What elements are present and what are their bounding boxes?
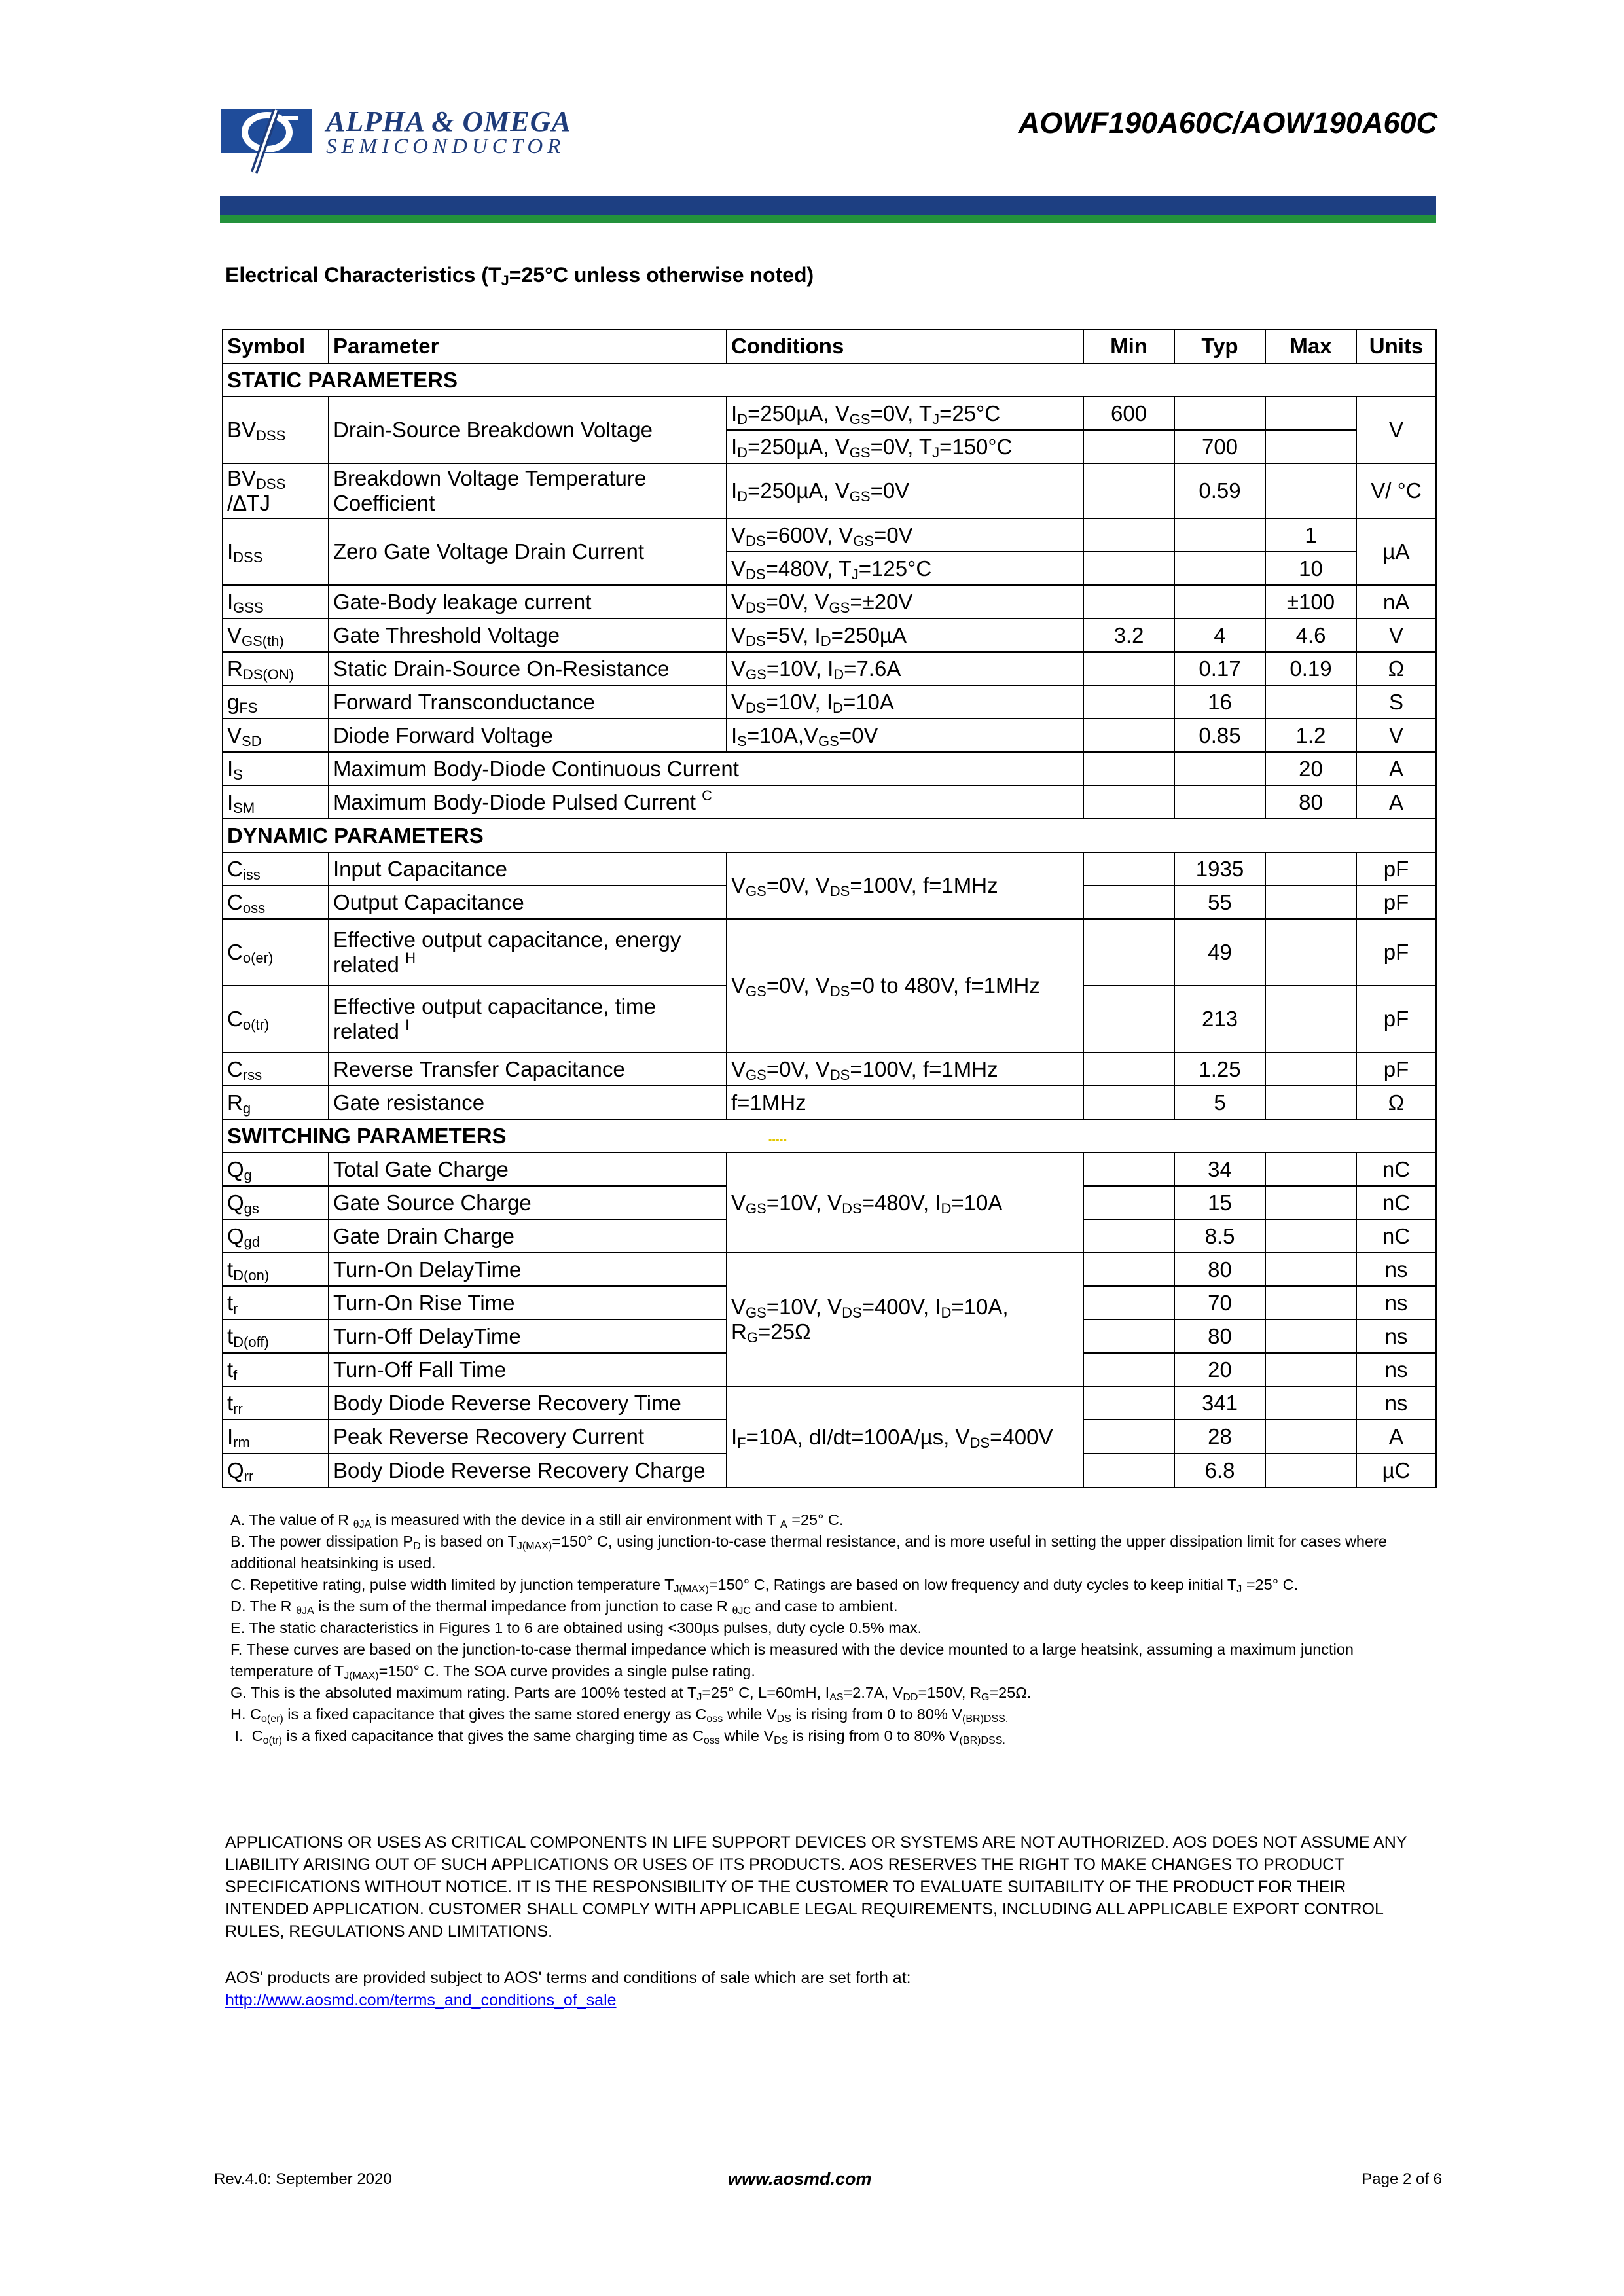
- typ-cell: 213: [1174, 986, 1265, 1052]
- symbol-cell: $Q_{gd}$: [223, 1219, 329, 1253]
- footnote-i: I. $C_{o(tr)}$ is a fixed capacitance that gives the same charging time as $C_{oss}$ while $V_{DS}$ is rising from 0 to 80% $V_{(BR)DSS.}$: [230, 1727, 1005, 1746]
- condition-cell: $I_F=10A$, dI/dt=100A/µs, $V_{DS}=400V$: [727, 1386, 1083, 1488]
- typ-cell: 0.17: [1174, 652, 1265, 685]
- units-cell: pF: [1356, 1052, 1436, 1086]
- typ-cell: 20: [1174, 1353, 1265, 1386]
- table-row: [223, 619, 1436, 652]
- units-cell: ns: [1356, 1286, 1436, 1319]
- symbol-cell: $BV_{DSS}$ /∆TJ: [223, 463, 329, 518]
- units-cell: V: [1356, 719, 1436, 752]
- max-cell: [1265, 1286, 1356, 1319]
- max-cell: [1265, 1086, 1356, 1119]
- units-cell: nC: [1356, 1219, 1436, 1253]
- condition-cell: f=1MHz: [727, 1086, 1083, 1119]
- header-bar-green: [220, 215, 1436, 223]
- parameter-cell: Body Diode Reverse Recovery Time: [329, 1386, 727, 1420]
- footnote-ref: C: [702, 787, 712, 804]
- units-cell: ns: [1356, 1353, 1436, 1386]
- logo-emblem-icon: [220, 105, 318, 177]
- units-cell: ns: [1356, 1386, 1436, 1420]
- parameter-cell: Gate Drain Charge: [329, 1219, 727, 1253]
- min-cell: [1083, 585, 1174, 619]
- max-cell: 1: [1265, 518, 1356, 552]
- table-row: [223, 752, 1436, 785]
- typ-cell: [1174, 752, 1265, 785]
- typ-cell: 341: [1174, 1386, 1265, 1420]
- terms-block: [225, 1967, 1403, 2011]
- switching-parameters-heading: [223, 1119, 1436, 1153]
- units-cell: Ω: [1356, 652, 1436, 685]
- units-cell: pF: [1356, 852, 1436, 886]
- footnote-a: A. The value of R $_{\theta JA}$ is measured with the device in a still air environment with T $_A$ =25° C.: [230, 1511, 844, 1530]
- condition-cell: $I_S=10A,V_{GS}=0V$: [727, 719, 1083, 752]
- logo-text-bottom: SEMICONDUCTOR: [326, 135, 566, 158]
- max-cell: [1265, 919, 1356, 986]
- symbol-cell: $C_{rss}$: [223, 1052, 329, 1086]
- units-cell: V: [1356, 397, 1436, 463]
- symbol-cell: $I_{rm}$: [223, 1420, 329, 1454]
- dynamic-parameters-heading: DYNAMIC PARAMETERS: [223, 819, 1436, 852]
- parameter-cell: Static Drain-Source On-Resistance: [329, 652, 727, 685]
- stamp-mark: ▪▪▪▪▪: [768, 1134, 787, 1146]
- typ-cell: 0.85: [1174, 719, 1265, 752]
- symbol-cell: $C_{iss}$: [223, 852, 329, 886]
- typ-cell: 1935: [1174, 852, 1265, 886]
- footnote-ref: I: [405, 1016, 410, 1033]
- parameter-cell: [329, 986, 727, 1052]
- parameter-cell: Forward Transconductance: [329, 685, 727, 719]
- parameter-cell: Turn-On DelayTime: [329, 1253, 727, 1286]
- typ-cell: [1174, 552, 1265, 585]
- table-row: [223, 685, 1436, 719]
- table-row: [223, 585, 1436, 619]
- typ-cell: 1.25: [1174, 1052, 1265, 1086]
- min-cell: [1083, 1420, 1174, 1454]
- parameter-text: related: [333, 952, 399, 977]
- parameter-cell: Turn-On Rise Time: [329, 1286, 727, 1319]
- units-cell: Ω: [1356, 1086, 1436, 1119]
- logo-text-top: ALPHA & OMEGA: [326, 105, 571, 137]
- min-cell: [1083, 919, 1174, 986]
- symbol-cell: $R_{DS(ON)}$: [223, 652, 329, 685]
- min-cell: [1083, 1353, 1174, 1386]
- symbol-cell: $Q_{gs}$: [223, 1186, 329, 1219]
- parameter-cell: Maximum Body-Diode Continuous Current: [329, 752, 1083, 785]
- section-row: [223, 819, 1436, 852]
- units-cell: µA: [1356, 518, 1436, 585]
- parameter-cell: Gate resistance: [329, 1086, 727, 1119]
- max-cell: [1265, 1219, 1356, 1253]
- min-cell: [1083, 518, 1174, 552]
- footnote-b: B. The power dissipation $P_D$ is based on $T_{J(MAX)}=150^\circ$ C, using junction-to-case thermal resistance, and is more useful in setting the upper dissipation limit for cases where additional heatsinking is used.: [230, 1533, 1387, 1571]
- max-cell: [1265, 1386, 1356, 1420]
- condition-cell: $V_{DS}=480V$, $T_J=125^\circ C$: [727, 552, 1083, 585]
- max-cell: 10: [1265, 552, 1356, 585]
- parameter-cell: Breakdown Voltage Temperature Coefficient: [329, 463, 727, 518]
- max-cell: [1265, 886, 1356, 919]
- min-cell: [1083, 1052, 1174, 1086]
- condition-cell: $V_{DS}=0V$, $V_{GS}=\pm 20V$: [727, 585, 1083, 619]
- header-typ: Typ: [1174, 329, 1265, 363]
- typ-cell: [1174, 397, 1265, 430]
- typ-cell: 80: [1174, 1253, 1265, 1286]
- header-bar-blue: [220, 196, 1436, 215]
- typ-cell: 28: [1174, 1420, 1265, 1454]
- units-cell: ns: [1356, 1253, 1436, 1286]
- electrical-characteristics-table: [222, 329, 1437, 1488]
- parameter-cell: Diode Forward Voltage: [329, 719, 727, 752]
- symbol-cell: $V_{GS(th)}$: [223, 619, 329, 652]
- min-cell: [1083, 1086, 1174, 1119]
- disclaimer-text: APPLICATIONS OR USES AS CRITICAL COMPONENTS IN LIFE SUPPORT DEVICES OR SYSTEMS ARE NOT AUTHORIZED. AOS DOES NOT ASSUME ANY LIABILITY ARISING OUT OF SUCH APPLICATIONS OR USES OF ITS PRODUCTS. AOS RESERVES THE RIGHT TO MAKE CHANGES TO PRODUCT SPECIFICATIONS WITHOUT NOTICE. IT IS THE RESPONSIBILITY OF THE CUSTOMER TO EVALUATE SUITABILITY OF THE PRODUCT FOR THEIR INTENDED APPLICATION. CUSTOMER SHALL COMPLY WITH APPLICABLE LEGAL REQUIREMENTS, INCLUDING ALL APPLICABLE EXPORT CONTROL RULES, REGULATIONS AND LIMITATIONS.: [225, 1833, 1407, 1941]
- symbol-cell: $t_{D(on)}$: [223, 1253, 329, 1286]
- typ-cell: 8.5: [1174, 1219, 1265, 1253]
- table-row: [223, 785, 1436, 819]
- min-cell: [1083, 1386, 1174, 1420]
- symbol-cell: $C_{o(er)}$: [223, 919, 329, 986]
- symbol-cell: $I_{DSS}$: [223, 518, 329, 585]
- units-cell: V/ °C: [1356, 463, 1436, 518]
- condition-cell: $V_{GS}=0V$, $V_{DS}=100V$, f=1MHz: [727, 852, 1083, 919]
- max-cell: [1265, 1420, 1356, 1454]
- min-cell: 3.2: [1083, 619, 1174, 652]
- parameter-text: related: [333, 1019, 399, 1043]
- typ-cell: 700: [1174, 430, 1265, 463]
- part-number-title: AOWF190A60C/AOW190A60C: [1018, 106, 1437, 139]
- footnote-c: C. Repetitive rating, pulse width limited by junction temperature $T_{J(MAX)}=150^\circ$ C, Ratings are based on low frequency and duty cycles to keep initial $T_J =25^\circ$ C.: [230, 1576, 1299, 1595]
- typ-cell: 15: [1174, 1186, 1265, 1219]
- parameter-cell: Total Gate Charge: [329, 1153, 727, 1186]
- parameter-cell: Output Capacitance: [329, 886, 727, 919]
- parameter-cell: Input Capacitance: [329, 852, 727, 886]
- section-title: Electrical Characteristics ($T_J=25^\circ C$ unless otherwise noted): [225, 263, 814, 289]
- table-row: [223, 852, 1436, 886]
- typ-cell: 5: [1174, 1086, 1265, 1119]
- condition-cell: $V_{GS}=0V$, $V_{DS}=100V$, f=1MHz: [727, 1052, 1083, 1086]
- symbol-cell: $I_S$: [223, 752, 329, 785]
- typ-cell: 16: [1174, 685, 1265, 719]
- terms-link[interactable]: http://www.aosmd.com/terms_and_conditions_of_sale: [225, 1991, 617, 2009]
- min-cell: [1083, 785, 1174, 819]
- min-cell: [1083, 463, 1174, 518]
- typ-cell: [1174, 585, 1265, 619]
- max-cell: [1265, 1454, 1356, 1488]
- header-parameter: Parameter: [329, 329, 727, 363]
- max-cell: [1265, 430, 1356, 463]
- symbol-cell: $V_{SD}$: [223, 719, 329, 752]
- units-cell: ns: [1356, 1319, 1436, 1353]
- condition-cell: $V_{DS}=600V$, $V_{GS}=0V$: [727, 518, 1083, 552]
- min-cell: [1083, 652, 1174, 685]
- condition-cell: $V_{GS}=10V$, $I_D=7.6A$: [727, 652, 1083, 685]
- parameter-cell: Peak Reverse Recovery Current: [329, 1420, 727, 1454]
- symbol-cell: $t_r$: [223, 1286, 329, 1319]
- min-cell: [1083, 430, 1174, 463]
- units-cell: pF: [1356, 919, 1436, 986]
- table-row: [223, 1086, 1436, 1119]
- table-row: [223, 1153, 1436, 1186]
- symbol-cell: $I_{GSS}$: [223, 585, 329, 619]
- parameter-cell: Gate Threshold Voltage: [329, 619, 727, 652]
- units-cell: S: [1356, 685, 1436, 719]
- terms-text: AOS' products are provided subject to AOS' terms and conditions of sale which are set forth at:: [225, 1969, 911, 1987]
- typ-cell: 6.8: [1174, 1454, 1265, 1488]
- table-row: [223, 919, 1436, 986]
- footer-revision: Rev.4.0: September 2020: [214, 2170, 392, 2188]
- units-cell: nC: [1356, 1153, 1436, 1186]
- typ-cell: 49: [1174, 919, 1265, 986]
- table-row: [223, 719, 1436, 752]
- parameter-cell: Drain-Source Breakdown Voltage: [329, 397, 727, 463]
- table-header-row: [223, 329, 1436, 363]
- typ-cell: 70: [1174, 1286, 1265, 1319]
- min-cell: [1083, 1219, 1174, 1253]
- symbol-cell: $C_{oss}$: [223, 886, 329, 919]
- min-cell: [1083, 685, 1174, 719]
- units-cell: µC: [1356, 1454, 1436, 1488]
- units-cell: pF: [1356, 986, 1436, 1052]
- footer-website: www.aosmd.com: [728, 2169, 872, 2189]
- min-cell: [1083, 1454, 1174, 1488]
- condition-cell: $I_D=250\mu A$, $V_{GS}=0V$, $T_J=150^\circ C$: [727, 430, 1083, 463]
- symbol-cell: $BV_{DSS}$: [223, 397, 329, 463]
- table-row: [223, 463, 1436, 518]
- max-cell: [1265, 463, 1356, 518]
- units-cell: A: [1356, 1420, 1436, 1454]
- footnote-e: E. The static characteristics in Figures 1 to 6 are obtained using <300µs pulses, duty cycle 0.5% max.: [230, 1619, 922, 1636]
- footnote-ref: H: [405, 950, 416, 966]
- symbol-cell: $t_f$: [223, 1353, 329, 1386]
- symbol-cell: $I_{SM}$: [223, 785, 329, 819]
- condition-cell: $I_D=250\mu A$, $V_{GS}=0V$: [727, 463, 1083, 518]
- table-row: [223, 1253, 1436, 1286]
- footnote-h: H. $C_{o(er)}$ is a fixed capacitance that gives the same stored energy as $C_{oss}$ while $V_{DS}$ is rising from 0 to 80% $V_{(BR)DSS.}$: [230, 1706, 1009, 1725]
- min-cell: [1083, 852, 1174, 886]
- min-cell: [1083, 719, 1174, 752]
- units-cell: V: [1356, 619, 1436, 652]
- table-row: [223, 397, 1436, 430]
- parameter-cell: Reverse Transfer Capacitance: [329, 1052, 727, 1086]
- symbol-cell: $t_{D(off)}$: [223, 1319, 329, 1353]
- typ-cell: 55: [1174, 886, 1265, 919]
- condition-cell: $I_D=250\mu A$, $V_{GS}=0V$, $T_J=25^\circ C$: [727, 397, 1083, 430]
- max-cell: 0.19: [1265, 652, 1356, 685]
- parameter-cell: [329, 919, 727, 986]
- condition-cell: $V_{GS}=10V$, $V_{DS}=480V$, $I_D=10A$: [727, 1153, 1083, 1253]
- max-cell: [1265, 397, 1356, 430]
- min-cell: [1083, 1186, 1174, 1219]
- min-cell: [1083, 986, 1174, 1052]
- max-cell: 20: [1265, 752, 1356, 785]
- header-min: Min: [1083, 329, 1174, 363]
- static-parameters-heading: STATIC PARAMETERS: [223, 363, 1436, 397]
- header-max: Max: [1265, 329, 1356, 363]
- section-row: [223, 1119, 1436, 1153]
- min-cell: [1083, 1153, 1174, 1186]
- parameter-cell: Gate-Body leakage current: [329, 585, 727, 619]
- units-cell: nA: [1356, 585, 1436, 619]
- parameter-cell: Zero Gate Voltage Drain Current: [329, 518, 727, 585]
- max-cell: [1265, 1253, 1356, 1286]
- footnote-g: G. This is the absoluted maximum rating. Parts are 100% tested at $T_J=25^\circ$ C, L=60mH, $I_{AS}=2.7A$, $V_{DD}=150V$, $R_G=25\Omega$.: [230, 1684, 1032, 1703]
- typ-cell: 0.59: [1174, 463, 1265, 518]
- max-cell: ±100: [1265, 585, 1356, 619]
- min-cell: [1083, 752, 1174, 785]
- units-cell: nC: [1356, 1186, 1436, 1219]
- max-cell: [1265, 1319, 1356, 1353]
- parameter-cell: Body Diode Reverse Recovery Charge: [329, 1454, 727, 1488]
- table-row: [223, 1052, 1436, 1086]
- header-conditions: Conditions: [727, 329, 1083, 363]
- footer-page-number: Page 2 of 6: [1362, 2170, 1442, 2188]
- min-cell: [1083, 1286, 1174, 1319]
- min-cell: 600: [1083, 397, 1174, 430]
- max-cell: 80: [1265, 785, 1356, 819]
- condition-cell: $V_{DS}=10V$, $I_D=10A$: [727, 685, 1083, 719]
- footnote-d: D. The R $_{\theta JA}$ is the sum of the thermal impedance from junction to case R $_{\theta JC}$ and case to ambient.: [230, 1598, 898, 1617]
- typ-cell: 80: [1174, 1319, 1265, 1353]
- parameter-cell: [329, 785, 1083, 819]
- header-units: Units: [1356, 329, 1436, 363]
- footnote-f: F. These curves are based on the junction-to-case thermal impedance which is measured with the device mounted to a large heatsink, assuming a maximum junction temperature of $T_{J(MAX)}=150^\circ$ C. The SOA curve provides a single pulse rating.: [230, 1641, 1354, 1681]
- max-cell: [1265, 685, 1356, 719]
- max-cell: 1.2: [1265, 719, 1356, 752]
- symbol-cell: $Q_g$: [223, 1153, 329, 1186]
- max-cell: [1265, 1153, 1356, 1186]
- symbol-cell: $Q_{rr}$: [223, 1454, 329, 1488]
- parameter-text: Effective output capacitance, time: [333, 994, 656, 1019]
- symbol-cell: $t_{rr}$: [223, 1386, 329, 1420]
- max-cell: [1265, 1353, 1356, 1386]
- condition-cell: $V_{GS}=0V$, $V_{DS}=0$ to 480V, f=1MHz: [727, 919, 1083, 1052]
- min-cell: [1083, 1319, 1174, 1353]
- condition-cell: $V_{GS}=10V$, $V_{DS}=400V$, $I_D=10A$, $R_G=25\Omega$: [727, 1253, 1083, 1386]
- section-heading-text: SWITCHING PARAMETERS: [227, 1123, 507, 1148]
- table-row: [223, 1386, 1436, 1420]
- typ-cell: [1174, 785, 1265, 819]
- typ-cell: [1174, 518, 1265, 552]
- min-cell: [1083, 886, 1174, 919]
- typ-cell: 4: [1174, 619, 1265, 652]
- header-symbol: Symbol: [223, 329, 329, 363]
- parameter-cell: Turn-Off Fall Time: [329, 1353, 727, 1386]
- section-row: [223, 363, 1436, 397]
- typ-cell: 34: [1174, 1153, 1265, 1186]
- units-cell: pF: [1356, 886, 1436, 919]
- footnotes: [230, 1509, 1415, 1747]
- max-cell: [1265, 852, 1356, 886]
- parameter-text: Maximum Body-Diode Pulsed Current: [333, 789, 696, 814]
- units-cell: A: [1356, 785, 1436, 819]
- units-cell: A: [1356, 752, 1436, 785]
- table-row: [223, 652, 1436, 685]
- table-row: [223, 518, 1436, 552]
- condition-cell: $V_{DS}=5V$, $I_D=250\mu A$: [727, 619, 1083, 652]
- company-logo: [220, 105, 586, 177]
- symbol-cell: $R_g$: [223, 1086, 329, 1119]
- max-cell: [1265, 1052, 1356, 1086]
- max-cell: [1265, 1186, 1356, 1219]
- symbol-cell: $g_{FS}$: [223, 685, 329, 719]
- min-cell: [1083, 552, 1174, 585]
- parameter-text: Effective output capacitance, energy: [333, 927, 681, 952]
- max-cell: 4.6: [1265, 619, 1356, 652]
- parameter-cell: Turn-Off DelayTime: [329, 1319, 727, 1353]
- max-cell: [1265, 986, 1356, 1052]
- min-cell: [1083, 1253, 1174, 1286]
- symbol-cell: $C_{o(tr)}$: [223, 986, 329, 1052]
- parameter-cell: Gate Source Charge: [329, 1186, 727, 1219]
